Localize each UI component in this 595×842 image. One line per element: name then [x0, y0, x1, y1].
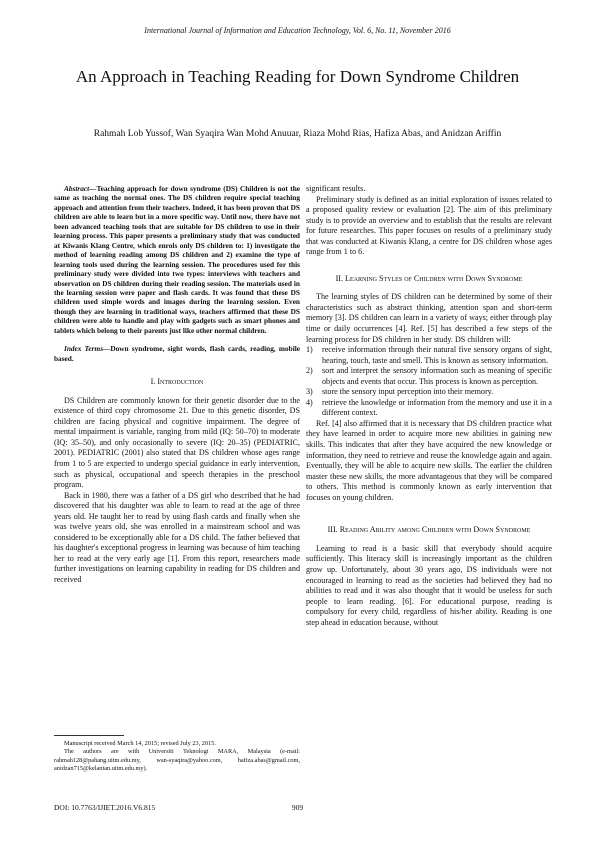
doi: DOI: 10.7763/IJIET.2016.V6.815: [54, 803, 156, 812]
footnotes: [54, 740, 300, 773]
abstract-text: Teaching approach for down syndrome (DS) Children is not the same as teaching the normal ones. The DS children require special teaching approach and attention from their teachers. Indeed, it has been proven that DS children are able to learn but in a more specific way. Until now, there have not been advanced teaching tools that are suitable for DS children to use in their learning process. This paper presents a preliminary study that was conducted at Kiwanis Klang Centre, which enrols only DS children to: 1) investigate the method of learning reading among DS children and 2) examine the type of learning tools used during the learning session. The procedures used for this preliminary study were divided into two types: interviews with teachers and observation on DS children during their reading session. The materials used in the learning session were paper and flash cards. It was found that these DS children used simple words and images during the learning session. Even though they are learning in traditional ways, teachers affirmed that these DS children were able to handle and play with gadgets such as smart phones and tablets which belong to their parents just like other normal children.: [54, 184, 300, 335]
list-item-number: 2): [306, 366, 313, 376]
footnote-divider: [54, 735, 124, 736]
paper-title: An Approach in Teaching Reading for Down Syndrome Children: [75, 67, 520, 86]
intro-paragraph-1: DS Children are commonly known for their genetic disorder due to the existence of third copy chromosome 21. Due to this genetic disorder, DS children are facing physical and cognitive impairment. The degree of mental impairment is variable, ranging from mild (IQ: 50–70) to moderate (IQ: 35–50), and only occasionally to severe (IQ: 20–35) (PEDIATRIC, 2001). PEDIATRIC (2001) also stated that DS children whose ages range from 1 to 5 are expected to undergo special guidance in early intervention, such as physical, occupational and speech therapies in the preschool program.: [54, 395, 300, 490]
practice-paragraph: Ref. [4] also affirmed that it is necessary that DS children practice what they have learned in order to acquire more new abilities in gaining new skills. This indicates that after they have acquired the new knowledge or information, they need to retrieve and reuse the knowledge again and again. Eventually, they will be able to acquire new skills. The earlier the children master these new skills, the more advantageous that they will be compared to others. This method is commonly known as early intervention that focuses on young children.: [306, 418, 552, 502]
list-item-text: sort and interpret the sensory information such as meaning of specific objects and events that occur. This process is known as perception.: [322, 366, 552, 386]
index-terms: [54, 344, 300, 363]
left-column: [54, 184, 300, 586]
learning-styles-paragraph: The learning styles of DS children can be determined by some of their characteristics such as abstract thinking, attention span and short-term memory [3]. DS children can learn in a variety of ways; either through play time or daily occurrences [4]. Ref. [5] has described a few steps of the learning process for DS children in her study. DS children will:: [306, 292, 552, 344]
reading-ability-paragraph: Learning to read is a basic skill that everybody should acquire sufficiently. This literacy skill is increasingly important as the children grow up. Unfortunately, about 30 years ago, DS individuals were not encouraged in learning to read as the societies had believed they had no abilities to read and it was also thought that it would be useless for such people to learn reading. [6]. For educational purpose, reading is compulsory for every child, regardless of his/her ability. Reading is one step ahead in education because, without: [306, 543, 552, 627]
abstract: [54, 184, 300, 335]
list-item-text: store the sensory input perception into their memory.: [322, 387, 494, 397]
list-item-number: 4): [306, 397, 313, 407]
preliminary-study-paragraph: Preliminary study is defined as an initial exploration of issues related to a proposed quality review or evaluation [2]. The aim of this preliminary study is to provide an overview and to establish that the results are relevant for future researches. This paper focuses on results of a preliminary study that was conducted at Kiwanis Klang, a centre for DS children whose ages range from 1 to 6.: [306, 194, 552, 257]
learning-steps-list: [306, 345, 552, 419]
list-item: [306, 398, 552, 419]
index-terms-text: Down syndrome, sight words, flash cards, reading, mobile based.: [54, 344, 300, 363]
list-item-text: retrieve the knowledge or information from the memory and use it in a different context.: [322, 397, 552, 418]
list-item: [306, 387, 552, 398]
right-column: [306, 184, 552, 628]
section-3-heading: III. Reading Ability among Children with Down Syndrome: [327, 525, 531, 535]
footnote-authors: The authors are with Universiti Teknologi MARA, Malaysia (e-mail: rahmah128@pahang.uitm.edu.my, wan-syaqira@yahoo.com, hafiza.abas@gmail.com, anidzan715@kelantan.uitm.edu.my).: [54, 748, 300, 772]
journal-header: International Journal of Information and Education Technology, Vol. 6, No. 11, November 2016: [144, 26, 451, 35]
section-1-heading: I. Introduction: [150, 377, 204, 387]
author-list: Rahmah Lob Yussof, Wan Syaqira Wan Mohd Anuuar, Riaza Mohd Rias, Hafiza Abas, and Anidzan Ariffin: [93, 129, 502, 139]
index-terms-label: Index Terms—: [64, 344, 111, 354]
list-item: [306, 366, 552, 387]
list-item-number: 1): [306, 345, 313, 355]
footnote-manuscript: Manuscript received March 14, 2015; revised July 23, 2015.: [64, 740, 216, 747]
page-number: 909: [291, 803, 304, 812]
list-item-text: receive information through their natural five sensory organs of sight, hearing, touch, taste and smell. This is known as sensory information.: [322, 345, 552, 365]
continued-paragraph: significant results.: [306, 184, 366, 193]
list-item-number: 3): [306, 387, 313, 397]
intro-paragraph-2: Back in 1980, there was a father of a DS girl who described that he had discovered that his daughter was able to learn to read at the age of three years old. He taught her to read by using flash cards and finally when she was twelve years old, she was enrolled in a mainstream school and was considered to be exceptionally able for a DS child. The father believed that his daughter's exceptional progress in learning was because of him teaching her to read at the very early age [1]. From this report, researchers made further investigations on learning capability in reading for DS children and received: [54, 490, 300, 584]
abstract-label: Abstract—: [64, 184, 97, 193]
section-2-heading: II. Learning Styles of Children with Down Syndrome: [335, 273, 523, 283]
list-item: [306, 345, 552, 366]
